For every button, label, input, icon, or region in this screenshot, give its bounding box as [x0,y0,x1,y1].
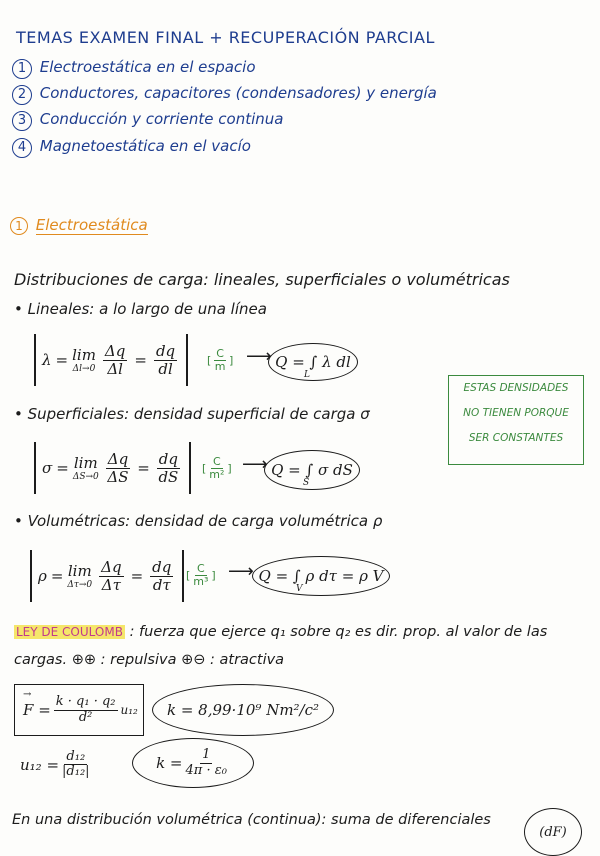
repulsive-text: : repulsiva [100,652,177,668]
unit-num: C [216,347,224,360]
sigma-result [264,450,360,490]
topic-item-4 [12,137,251,158]
numerator: dq [155,342,176,360]
unit-den: m [214,360,226,374]
coulomb-line-2 [14,652,284,668]
corner-text: (dF) [539,824,567,840]
unit-den: m² [209,468,225,482]
positive-negative-icon: ⊕⊖ [181,652,206,668]
attractive-text: : atractiva [210,652,285,668]
volumetric-bullet: • Volumétricas: densidad de carga volumétrica ρ [14,512,383,530]
result-text: Q = ∫ λ dl [275,353,351,371]
denominator: |d₁₂| [62,764,90,780]
k-value-text: k = 8,99·10⁹ Nm²/c² [166,701,320,719]
result-text: Q = ∫ ρ dτ = ρ V [258,567,384,585]
fraction [150,559,173,593]
lambda-symbol: λ [42,351,52,369]
fraction [157,451,180,485]
lambda-unit: [ $\frac{C}{m}$ ] [207,347,234,374]
section-title [10,216,148,235]
fraction [99,559,123,593]
lim-text: lim [67,562,92,580]
topic-item-1 [12,58,256,79]
topic-item-3 [12,110,283,131]
fraction [62,750,90,780]
denominator: Δτ [101,575,121,594]
rho-symbol: ρ [38,567,47,585]
lim-sub: Δτ→0 [67,580,93,590]
number-circle-icon: 1 [10,217,28,235]
topic-text: Electroestática en el espacio [39,58,256,76]
lambda-result [268,343,358,381]
topic-text: Conductores, capacitores (condensadores) y energía [39,84,437,102]
numerator: dq [152,558,172,576]
denominator: dl [158,359,173,378]
fraction [186,748,227,778]
cargas-text: cargas. [14,652,68,668]
topic-text: Magnetoestática en el vacío [39,137,251,155]
fraction [54,695,118,725]
arrow-right-icon: ⟶ [246,346,272,367]
number-circle-icon: 3 [12,111,32,131]
lim-sub: Δl→0 [72,364,96,374]
unit-vector-symbol: u₁₂ [20,755,42,774]
arrow-right-icon: ⟶ [228,561,254,582]
numerator: dq [158,450,178,468]
integral-subscript: L [304,370,310,380]
lim-text: lim [73,454,98,472]
number-circle-icon: 4 [12,138,32,158]
unit-num: C [197,562,205,575]
positive-positive-icon: ⊕⊕ [71,652,96,668]
page-title: TEMAS EXAMEN FINAL + RECUPERACIÓN PARCIAL [16,28,435,47]
denominator: dτ [152,575,171,594]
section-title-text: Electroestática [35,216,148,234]
fraction [103,343,127,377]
number-circle-icon: 2 [12,85,32,105]
superficial-text: Superficiales: densidad superficial de carga σ [27,405,370,423]
arrow-right-icon: ⟶ [242,454,268,475]
lim-sub: ΔS→0 [72,472,99,482]
k-lhs: k = [156,754,183,772]
sigma-symbol: σ [42,459,53,477]
numerator: Δq [107,450,129,468]
rho-result [252,556,390,596]
integral-subscript: S [303,478,310,488]
sigma-unit: [ $\frac{C}{\text{m²}}$ ] [202,455,232,482]
force-formula: → F = $\frac{\text{k · q₁ · q₂}}{\text{d²}}$ u₁₂ [14,684,144,736]
numerator: k · q₁ · q₂ [55,694,116,710]
numerator: d₁₂ [66,749,86,764]
distributions-heading: Distribuciones de carga: lineales, superficiales o volumétricas [14,270,510,289]
rho-formula: ρ = lim Δτ→0 $\frac{\Delta q}{\Delta\tau}$ = $\frac{dq}{d\tau}$ [30,550,184,602]
footer-text: En una distribución volumétrica (continua): suma de diferenciales [12,812,491,828]
numerator: Δq [101,558,122,576]
k-formula [132,738,254,788]
rho-unit: [ $\frac{C}{\text{m³}}$ ] [186,562,216,589]
note-box [448,375,584,465]
unit-num: C [213,455,221,468]
lambda-formula: λ = lim Δl→0 $\frac{\Delta q}{\Delta l}$ = $\frac{dq}{dl}$ [34,334,188,386]
note-line: ESTAS DENSIDADES [463,382,569,394]
note-line: NO TIENEN PORQUE [463,407,569,419]
numerator: Δq [104,342,126,360]
force-symbol: F [23,701,34,719]
denominator: Δl [107,359,123,378]
corner-annotation [524,808,582,856]
note-line: SER CONSTANTES [468,432,564,444]
lim-text: lim [72,346,96,364]
result-text: Q = ∫ σ dS [271,461,353,479]
topic-item-2 [12,84,437,105]
integral-subscript: V [296,584,303,594]
denominator: d² [78,709,93,725]
coulomb-definition: : fuerza que ejerce q₁ sobre q₂ es dir. prop. al valor de las [129,624,548,640]
denominator: ΔS [107,467,129,486]
unit-den: m³ [193,575,209,589]
sigma-formula: σ = lim ΔS→0 $\frac{\Delta q}{\Delta S}$ = $\frac{dq}{dS}$ [34,442,191,494]
lineal-bullet: • Lineales: a lo largo de una línea [14,300,267,318]
k-value [152,684,334,736]
denominator: 4π · ε₀ [185,762,227,778]
number-circle-icon: 1 [12,59,32,79]
lineal-text: Lineales: a lo largo de una línea [27,300,267,318]
numerator: 1 [202,747,211,763]
unit-vector: u₁₂ [120,703,138,717]
fraction [154,343,177,377]
unit-vector-formula: u₁₂ = $\frac{\text{d₁₂}}{\text{|d₁₂|}}$ [20,749,90,780]
coulomb-label: LEY DE COULOMB [16,625,123,639]
fraction [106,451,130,485]
denominator: dS [158,467,179,486]
coulomb-line-1 [14,624,547,640]
topic-text: Conducción y corriente continua [39,110,284,128]
volumetric-text: Volumétricas: densidad de carga volumétrica ρ [27,512,383,530]
superficial-bullet: • Superficiales: densidad superficial de carga σ [14,405,370,423]
